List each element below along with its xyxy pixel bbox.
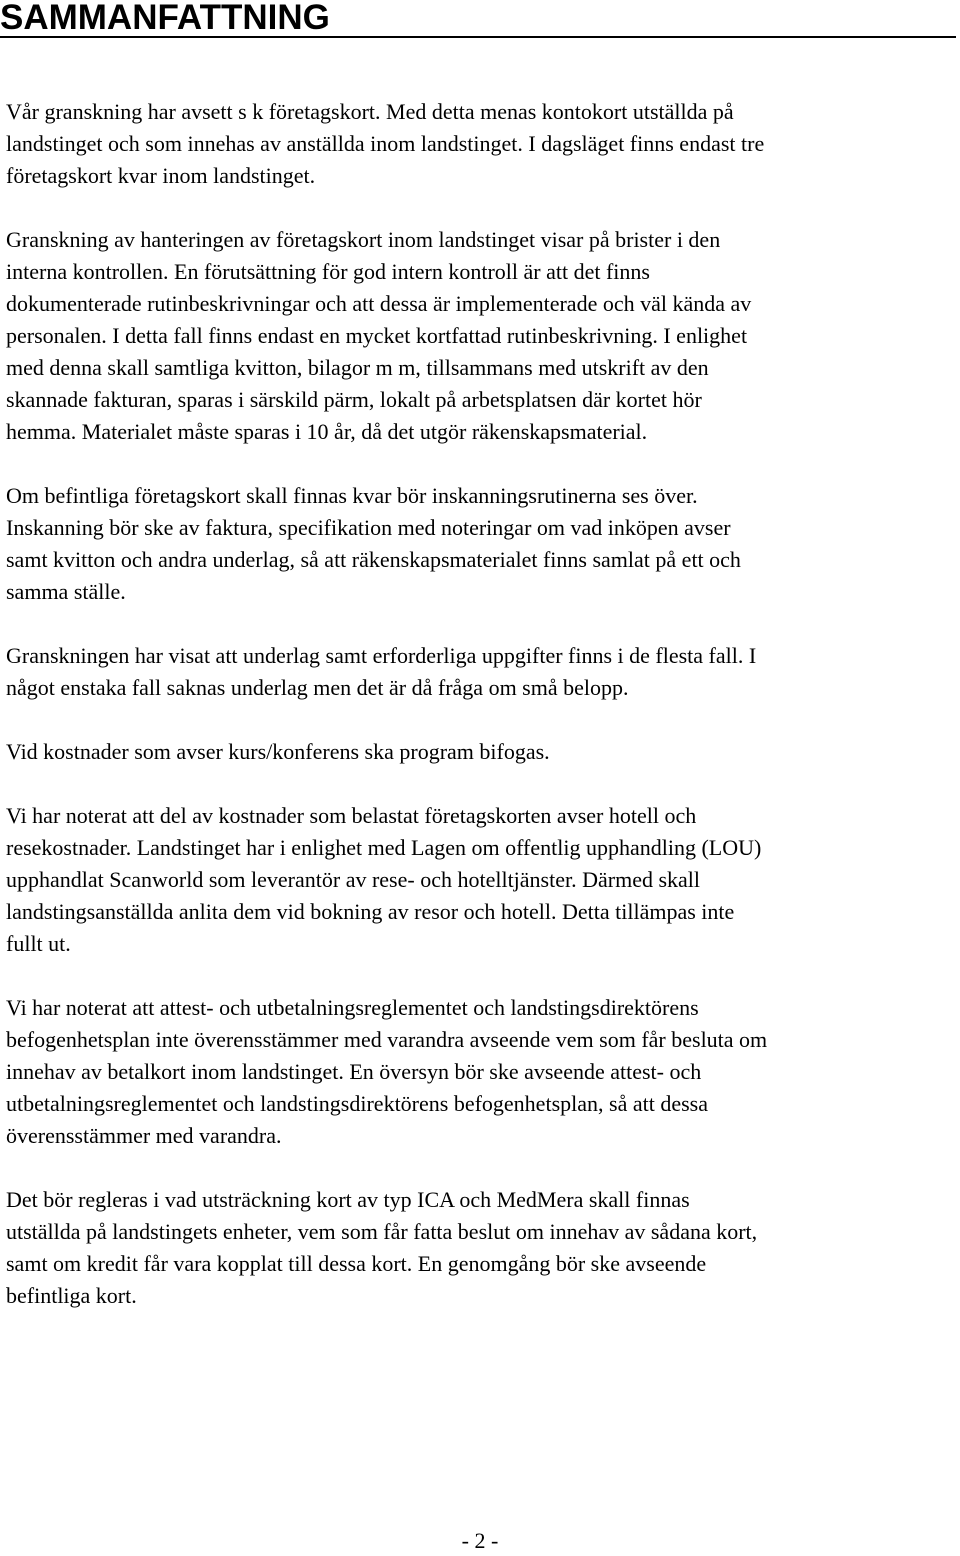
text-line: fullt ut. xyxy=(6,931,71,956)
text-line: Vår granskning har avsett s k företagskort. Med detta menas kontokort utställda på xyxy=(6,99,734,124)
text-line: dokumenterade rutinbeskrivningar och att dessa är implementerade och väl kända av xyxy=(6,291,752,316)
text-line: utställda på landstingets enheter, vem som får fatta beslut om innehav av sådana kort, xyxy=(6,1219,758,1244)
text-line: resekostnader. Landstinget har i enlighet med Lagen om offentlig upphandling (LOU) xyxy=(6,835,762,860)
text-line: skannade fakturan, sparas i särskild pärm, lokalt på arbetsplatsen där kortet hör xyxy=(6,387,702,412)
paragraph-conference xyxy=(6,736,958,768)
text-line: Granskning av hanteringen av företagskort inom landstinget visar på brister i den xyxy=(6,227,721,252)
page-title: SAMMANFATTNING xyxy=(0,0,330,37)
text-line: överensstämmer med varandra. xyxy=(6,1123,282,1148)
text-line: samma ställe. xyxy=(6,579,126,604)
text-line: företagskort kvar inom landstinget. xyxy=(6,163,316,188)
paragraph-scanning xyxy=(6,480,958,608)
text-line: något enstaka fall saknas underlag men det är då fråga om små belopp. xyxy=(6,675,629,700)
text-line: innehav av betalkort inom landstinget. En översyn bör ske avseende attest- och xyxy=(6,1059,702,1084)
text-line: Om befintliga företagskort skall finnas kvar bör inskanningsrutinerna ses över. xyxy=(6,483,698,508)
paragraph-travel xyxy=(6,800,958,960)
document-body xyxy=(6,96,958,1344)
text-line: personalen. I detta fall finns endast en mycket kortfattad rutinbeskrivning. I enlighet xyxy=(6,323,748,348)
text-line: interna kontrollen. En förutsättning för god intern kontroll är att det finns xyxy=(6,259,650,284)
text-line: samt kvitton och andra underlag, så att räkenskapsmaterialet finns samlat på ett och xyxy=(6,547,741,572)
paragraph-internal-control xyxy=(6,224,958,448)
text-line: Vi har noterat att attest- och utbetalningsreglementet och landstingsdirektörens xyxy=(6,995,699,1020)
paragraph-documentation xyxy=(6,640,958,704)
text-line: utbetalningsreglementet och landstingsdirektörens befogenhetsplan, så att dessa xyxy=(6,1091,708,1116)
text-line: landstingsanställda anlita dem vid bokning av resor och hotell. Detta tillämpas inte xyxy=(6,899,735,924)
text-line: befintliga kort. xyxy=(6,1283,137,1308)
paragraph-scope xyxy=(6,96,958,192)
text-line: landstinget och som innehas av anställda inom landstinget. I dagsläget finns endast tre xyxy=(6,131,765,156)
text-line: Vi har noterat att del av kostnader som belastat företagskorten avser hotell och xyxy=(6,803,697,828)
text-line: Granskningen har visat att underlag samt erforderliga uppgifter finns i de flesta fall. I xyxy=(6,643,757,668)
page-number: - 2 - xyxy=(461,1528,499,1553)
text-line: hemma. Materialet måste sparas i 10 år, då det utgör räkenskapsmaterial. xyxy=(6,419,648,444)
text-line: med denna skall samtliga kvitton, bilagor m m, tillsammans med utskrift av den xyxy=(6,355,709,380)
text-line: upphandlat Scanworld som leverantör av rese- och hotelltjänster. Därmed skall xyxy=(6,867,701,892)
paragraph-regulations xyxy=(6,992,958,1152)
text-line: Det bör regleras i vad utsträckning kort av typ ICA och MedMera skall finnas xyxy=(6,1187,690,1212)
paragraph-store-cards xyxy=(6,1184,958,1312)
text-line: befogenhetsplan inte överensstämmer med varandra avseende vem som får besluta om xyxy=(6,1027,768,1052)
text-line: Inskanning bör ske av faktura, specifikation med noteringar om vad inköpen avser xyxy=(6,515,731,540)
text-line: Vid kostnader som avser kurs/konferens ska program bifogas. xyxy=(6,739,550,764)
text-line: samt om kredit får vara kopplat till dessa kort. En genomgång bör ske avseende xyxy=(6,1251,707,1276)
heading-rule xyxy=(0,36,956,38)
